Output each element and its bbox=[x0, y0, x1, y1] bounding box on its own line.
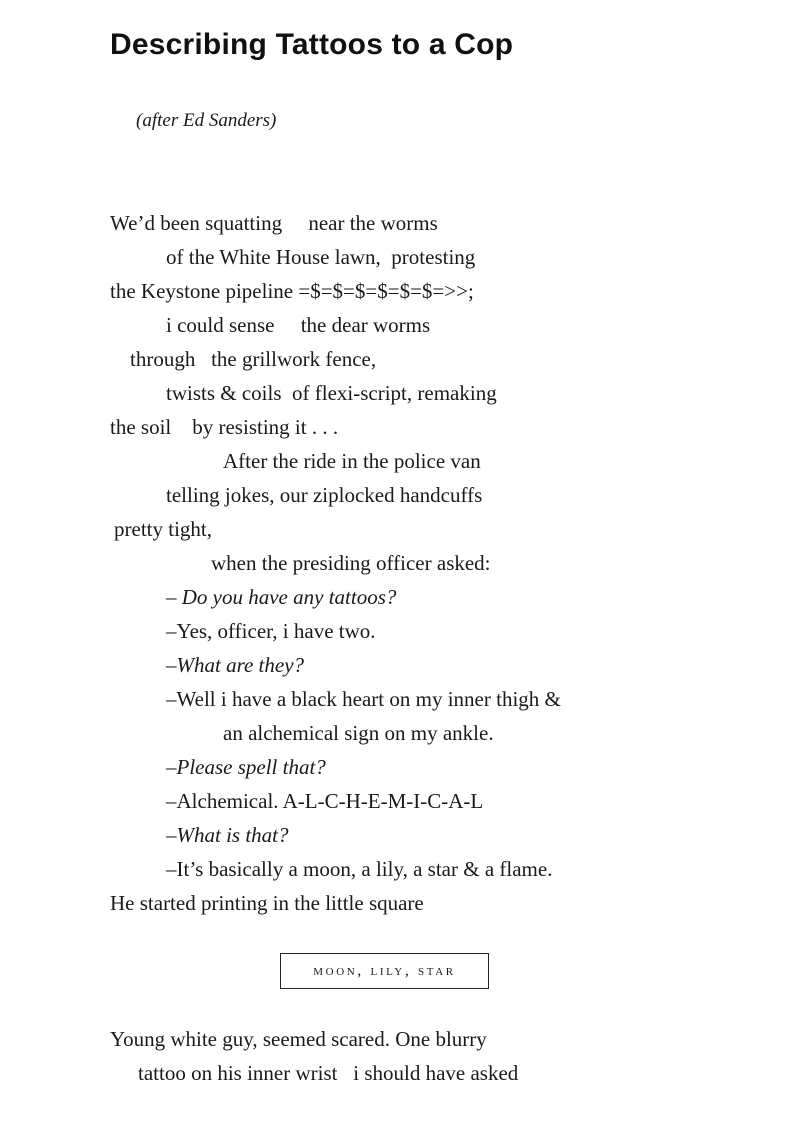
poem-line: twists & coils of flexi-script, remaking bbox=[166, 381, 497, 405]
epigraph: (after Ed Sanders) bbox=[136, 110, 277, 131]
poem-line: –Yes, officer, i have two. bbox=[166, 619, 376, 643]
officer-question: –What is that? bbox=[166, 823, 289, 847]
poem-line: i could sense the dear worms bbox=[166, 313, 431, 337]
poem-line: –It’s basically a moon, a lily, a star & a flame. bbox=[166, 857, 553, 881]
poem-line: He started printing in the little square bbox=[110, 891, 424, 915]
poem-line: –Alchemical. A-L-C-H-E-M-I-C-A-L bbox=[166, 789, 484, 813]
poem-line: telling jokes, our ziplocked handcuffs bbox=[166, 483, 483, 507]
poem-line: pretty tight, bbox=[114, 517, 212, 541]
poem-line: tattoo on his inner wrist i should have asked bbox=[138, 1061, 519, 1085]
poem-line: of the White House lawn, protesting bbox=[166, 245, 476, 269]
poem-line: when the presiding officer asked: bbox=[211, 551, 491, 575]
poem-line: an alchemical sign on my ankle. bbox=[223, 721, 494, 745]
poem-line: –Well i have a black heart on my inner thigh & bbox=[166, 687, 561, 711]
boxed-text: moon, lily, star bbox=[313, 962, 456, 979]
poem-line: through the grillwork fence, bbox=[130, 347, 377, 371]
officer-question: –What are they? bbox=[166, 653, 305, 677]
officer-question: –Please spell that? bbox=[166, 755, 326, 779]
poem-line: the soil by resisting it . . . bbox=[110, 415, 339, 439]
poem-line: After the ride in the police van bbox=[223, 449, 481, 473]
poem-line: the Keystone pipeline =$=$=$=$=$=$=>>; bbox=[110, 279, 474, 303]
poem-line: Young white guy, seemed scared. One blurry bbox=[110, 1027, 487, 1051]
poem-line: We’d been squatting near the worms bbox=[110, 211, 438, 235]
printed-square-box bbox=[280, 953, 489, 989]
poem-title: Describing Tattoos to a Cop bbox=[110, 28, 514, 61]
officer-question: – Do you have any tattoos? bbox=[166, 585, 397, 609]
